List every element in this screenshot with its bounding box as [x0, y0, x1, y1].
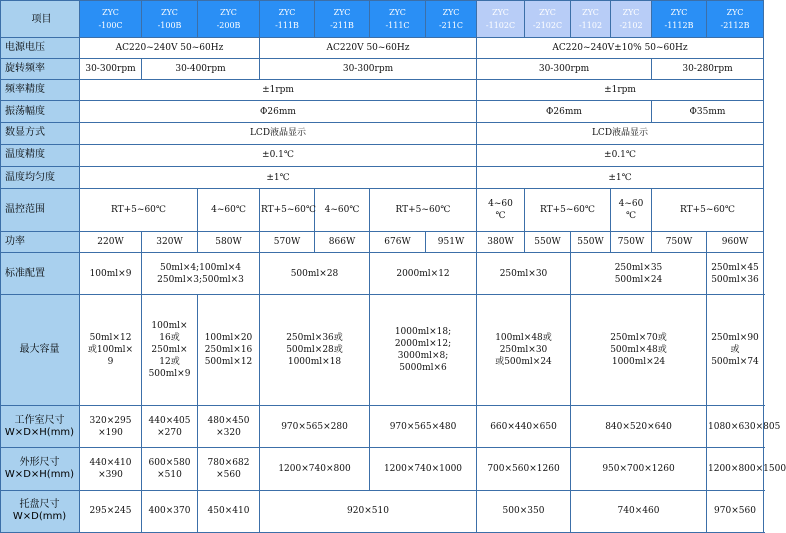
value-cell: 740×460 [571, 490, 707, 532]
model-cell: ZYC -111B [260, 1, 315, 38]
value-cell: 580W [198, 232, 260, 253]
row-label: 标准配置 [1, 253, 80, 295]
model-cell: ZYC -100C [80, 1, 142, 38]
value-cell: 4~60℃ [315, 188, 370, 231]
value-cell: ±1rpm [80, 79, 477, 101]
value-cell: 480×450 ×320 [198, 405, 260, 447]
value-cell: 50ml×4;100ml×4 250ml×3;500ml×3 [142, 253, 260, 295]
row-power-supply [1, 38, 764, 59]
value-cell: Φ35mm [652, 101, 764, 123]
value-cell: 250ml×70或 500ml×48或 1000ml×24 [571, 295, 707, 406]
value-cell: 1200×740×800 [260, 448, 370, 490]
value-cell: ±0.1℃ [477, 144, 764, 167]
model-cell: ZYC -211B [315, 1, 370, 38]
value-cell: 400×370 [142, 490, 198, 532]
row-chamber-size [1, 405, 764, 447]
model-cell: ZYC -1112B [652, 1, 707, 38]
header-row [1, 1, 764, 38]
row-label: 功率 [1, 232, 80, 253]
row-label: 托盘尺寸 W×D(mm) [1, 490, 80, 532]
value-cell: 500ml×28 [260, 253, 370, 295]
value-cell: 100ml×9 [80, 253, 142, 295]
value-cell: 250ml×90或 500ml×74 [707, 295, 764, 406]
row-label: 外形尺寸 W×D×H(mm) [1, 448, 80, 490]
value-cell: 30-280rpm [652, 58, 764, 79]
value-cell: 380W [477, 232, 525, 253]
row-label: 电源电压 [1, 38, 80, 59]
value-cell: 1200×800×1500 [707, 448, 764, 490]
value-cell: 250ml×30 [477, 253, 571, 295]
row-temp-uniformity [1, 167, 764, 189]
header-label: 项目 [1, 1, 80, 38]
value-cell: 1080×630×805 [707, 405, 764, 447]
model-cell: ZYC -2112B [707, 1, 764, 38]
value-cell: 30-400rpm [142, 58, 260, 79]
model-cell: ZYC -2102 [611, 1, 652, 38]
value-cell: 100ml× 16或 250ml× 12或 500ml×9 [142, 295, 198, 406]
row-display [1, 122, 764, 144]
row-label: 旋转频率 [1, 58, 80, 79]
row-label: 温度均匀度 [1, 167, 80, 189]
value-cell: 700×560×1260 [477, 448, 571, 490]
value-cell: 920×510 [260, 490, 477, 532]
value-cell: 440×405 ×270 [142, 405, 198, 447]
value-cell: RT+5~60℃ [525, 188, 611, 231]
value-cell: 30-300rpm [80, 58, 142, 79]
value-cell: 866W [315, 232, 370, 253]
value-cell: 450×410 [198, 490, 260, 532]
value-cell: 295×245 [80, 490, 142, 532]
value-cell: 780×682 ×560 [198, 448, 260, 490]
value-cell: 2000ml×12 [370, 253, 477, 295]
row-standard-config [1, 253, 764, 295]
value-cell: 550W [525, 232, 571, 253]
value-cell: 951W [426, 232, 477, 253]
value-cell: 250ml×45 500ml×36 [707, 253, 764, 295]
value-cell: 220W [80, 232, 142, 253]
row-temp-range [1, 188, 764, 231]
row-amplitude [1, 101, 764, 123]
model-cell: ZYC -200B [198, 1, 260, 38]
row-label: 温控范围 [1, 188, 80, 231]
value-cell: 500×350 [477, 490, 571, 532]
value-cell: RT+5~60℃ [370, 188, 477, 231]
row-temp-accuracy [1, 144, 764, 167]
value-cell: 250ml×36或 500ml×28或 1000ml×18 [260, 295, 370, 406]
value-cell: 970×565×480 [370, 405, 477, 447]
row-outer-size [1, 448, 764, 490]
value-cell: 320×295 ×190 [80, 405, 142, 447]
value-cell: RT+5~60℃ [260, 188, 315, 231]
value-cell: ±1rpm [477, 79, 764, 101]
value-cell: 30-300rpm [477, 58, 652, 79]
value-cell: ±0.1℃ [80, 144, 477, 167]
value-cell: 950×700×1260 [571, 448, 707, 490]
row-max-capacity [1, 295, 764, 406]
value-cell: Φ26mm [477, 101, 652, 123]
value-cell: 1000ml×18; 2000ml×12; 3000ml×8; 5000ml×6 [370, 295, 477, 406]
value-cell: 970×565×280 [260, 405, 370, 447]
value-cell: 4~60℃ [198, 188, 260, 231]
value-cell: RT+5~60℃ [652, 188, 764, 231]
row-label: 最大容量 [1, 295, 80, 406]
model-cell: ZYC -1102 [571, 1, 611, 38]
value-cell: Φ26mm [80, 101, 477, 123]
model-cell: ZYC -2102C [525, 1, 571, 38]
row-label: 频率精度 [1, 79, 80, 101]
row-label: 数显方式 [1, 122, 80, 144]
value-cell: 440×410 ×390 [80, 448, 142, 490]
value-cell: LCD液晶显示 [80, 122, 477, 144]
value-cell: 840×520×640 [571, 405, 707, 447]
value-cell: 550W [571, 232, 611, 253]
value-cell: 600×580 ×510 [142, 448, 198, 490]
value-cell: 750W [652, 232, 707, 253]
row-power [1, 232, 764, 253]
value-cell: ±1℃ [80, 167, 477, 189]
value-cell: 1200×740×1000 [370, 448, 477, 490]
value-cell: 250ml×35 500ml×24 [571, 253, 707, 295]
row-freq-accuracy [1, 79, 764, 101]
value-cell: 676W [370, 232, 426, 253]
value-cell: RT+5~60℃ [80, 188, 198, 231]
row-tray-size [1, 490, 764, 532]
value-cell: 4~60 ℃ [611, 188, 652, 231]
value-cell: ±1℃ [477, 167, 764, 189]
value-cell: AC220~240V±10% 50~60Hz [477, 38, 764, 59]
value-cell: LCD液晶显示 [477, 122, 764, 144]
model-cell: ZYC -211C [426, 1, 477, 38]
value-cell: 750W [611, 232, 652, 253]
value-cell: 570W [260, 232, 315, 253]
model-cell: ZYC -111C [370, 1, 426, 38]
value-cell: 320W [142, 232, 198, 253]
value-cell: 100ml×48或 250ml×30 或500ml×24 [477, 295, 571, 406]
value-cell: 100ml×20 250ml×16 500ml×12 [198, 295, 260, 406]
value-cell: 970×560 [707, 490, 764, 532]
value-cell: 50ml×12 或100ml× 9 [80, 295, 142, 406]
value-cell: AC220V 50~60Hz [260, 38, 477, 59]
model-cell: ZYC -1102C [477, 1, 525, 38]
value-cell: 4~60 ℃ [477, 188, 525, 231]
row-label: 温度精度 [1, 144, 80, 167]
value-cell: 660×440×650 [477, 405, 571, 447]
value-cell: AC220~240V 50~60Hz [80, 38, 260, 59]
row-rotation-speed [1, 58, 764, 79]
value-cell: 960W [707, 232, 764, 253]
model-cell: ZYC -100B [142, 1, 198, 38]
row-label: 工作室尺寸 W×D×H(mm) [1, 405, 80, 447]
row-label: 振荡幅度 [1, 101, 80, 123]
value-cell: 30-300rpm [260, 58, 477, 79]
